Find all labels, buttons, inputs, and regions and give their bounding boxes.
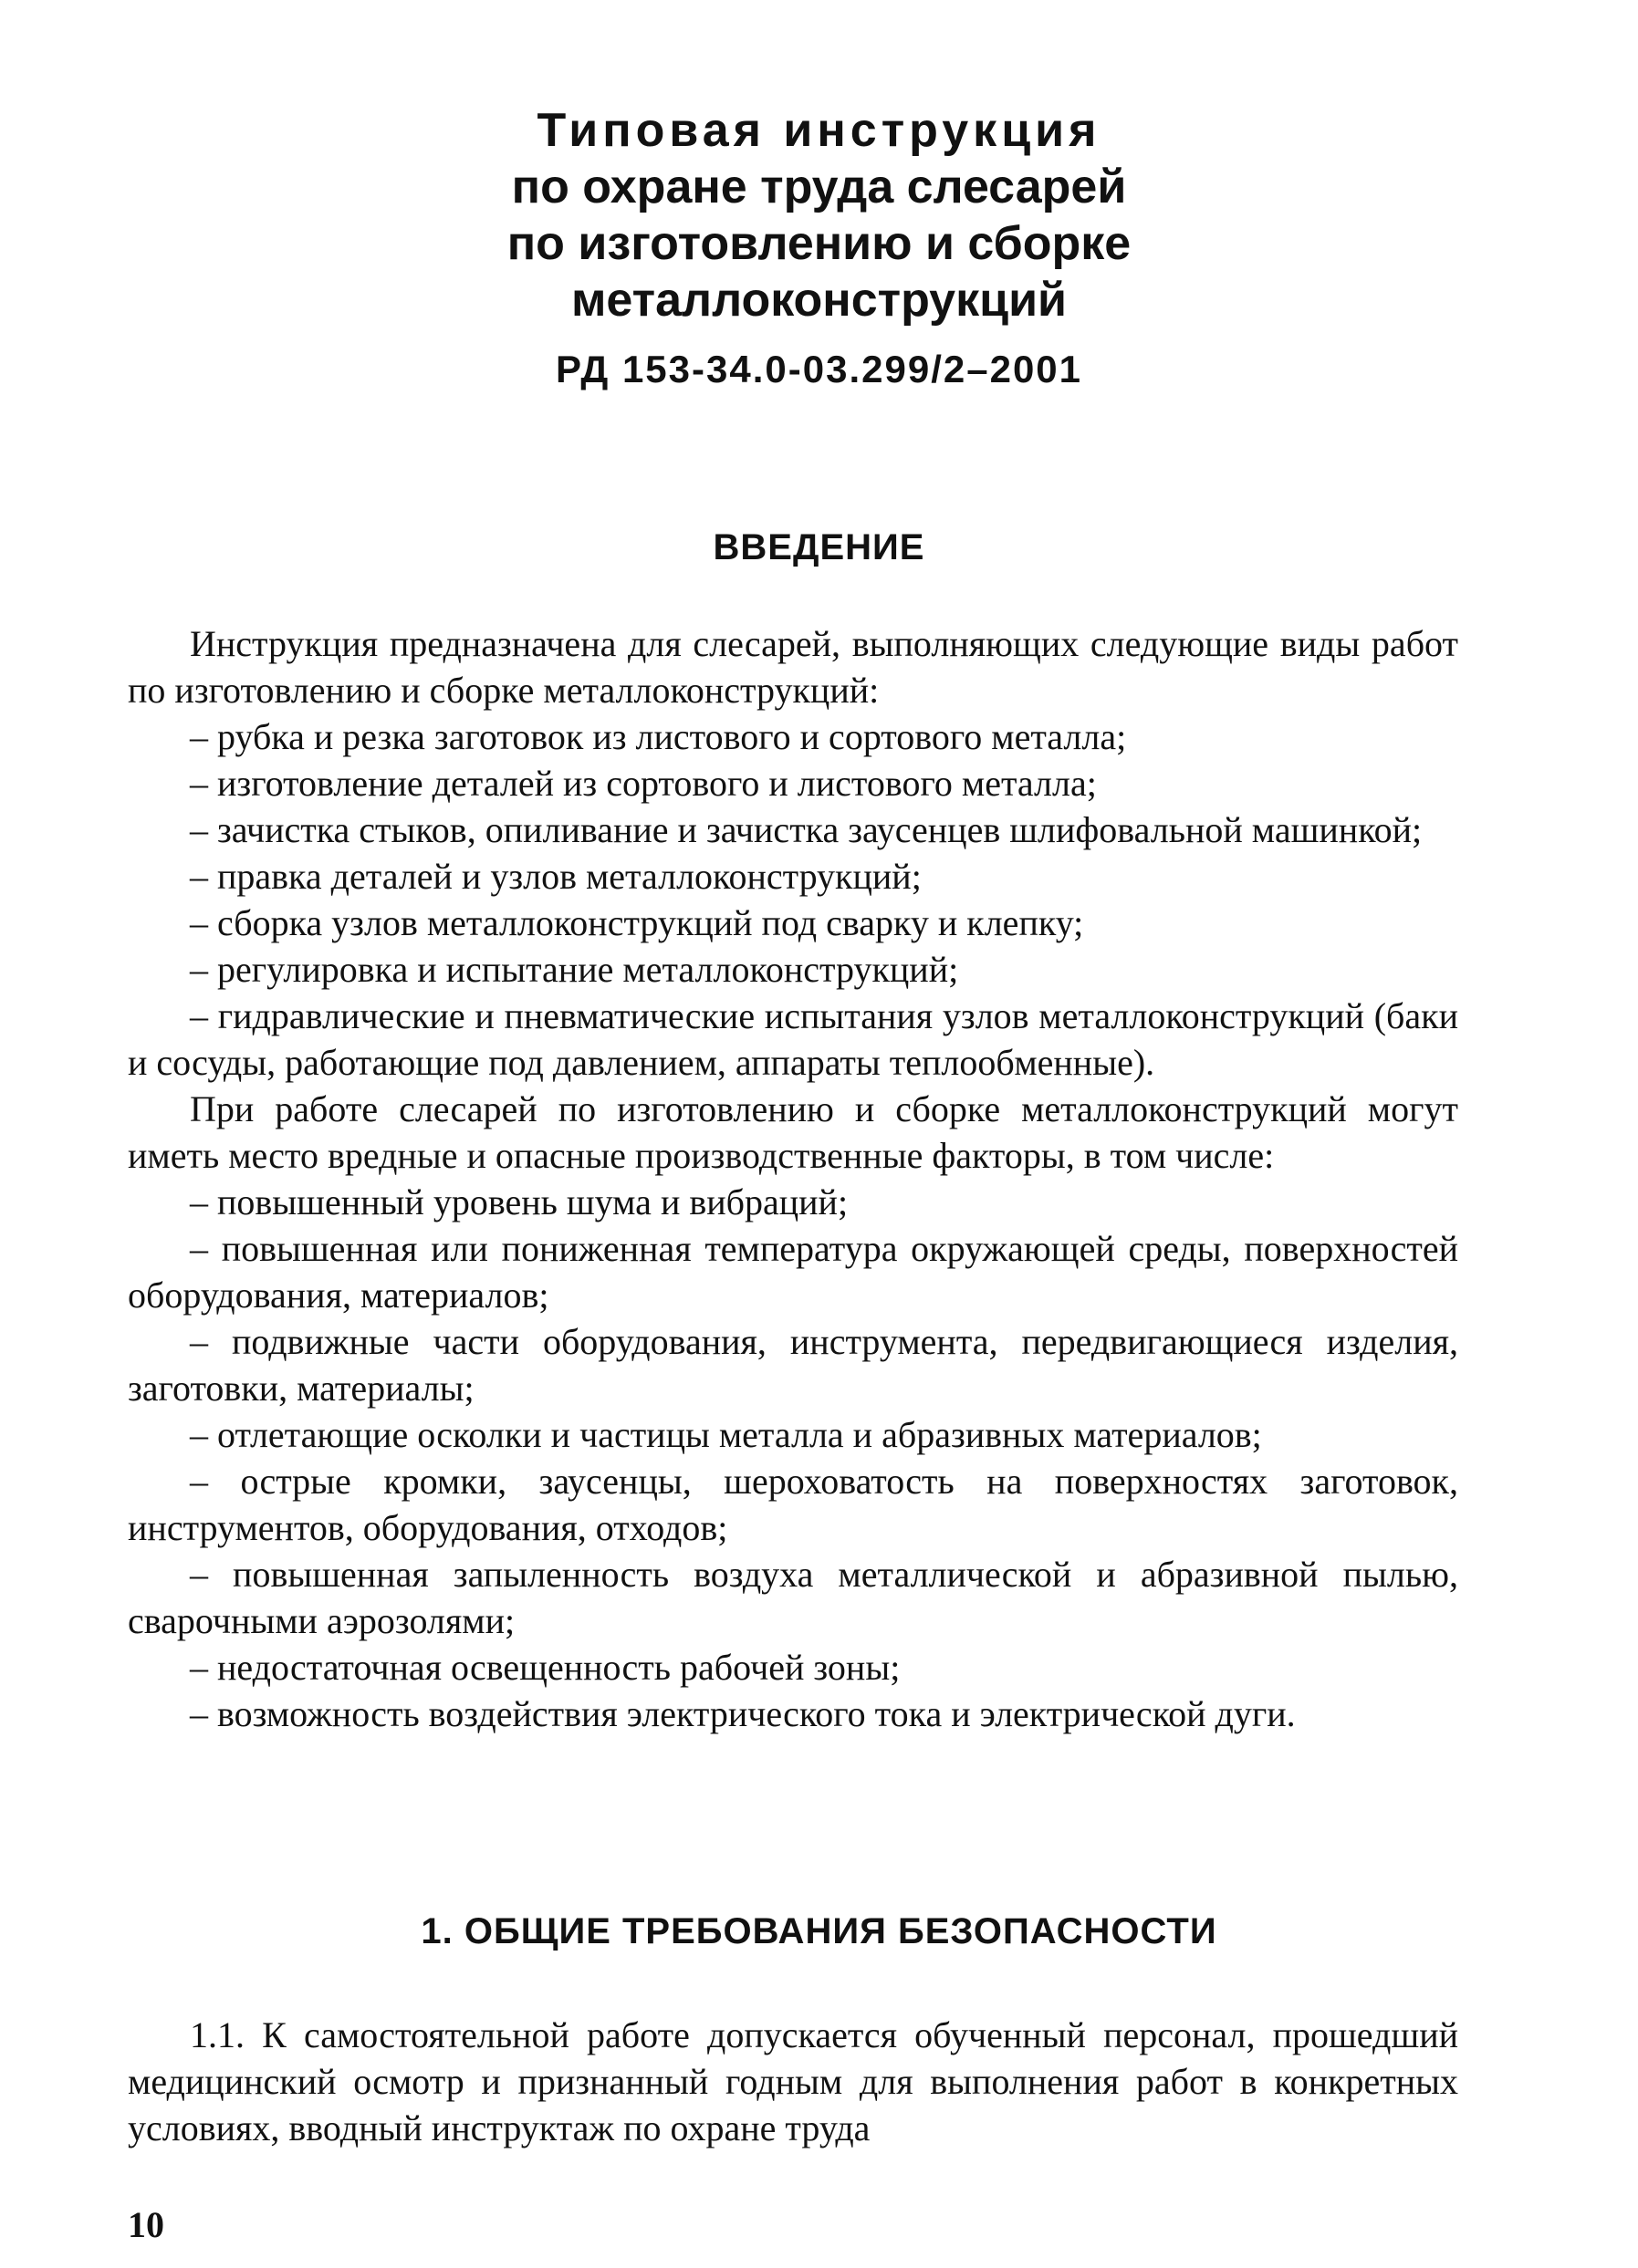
page-number: 10 [128, 2204, 164, 2245]
intro-paragraph: Инструкция предназначена для слесарей, выполняющих следующие виды работ по изготовлению и сборке металлоконструкций: [128, 623, 1458, 711]
hazards-paragraph: При работе слесарей по изготовлению и сборке металлоконструкций могут иметь место вредные и опасные производственные факторы, в том числе: [128, 1088, 1458, 1176]
hazard-item: – повышенная или пониженная температура окружающей среды, поверхностей оборудования, материалов; [128, 1228, 1458, 1316]
hazard-item: – подвижные части оборудования, инструмента, передвигающиеся изделия, заготовки, материалы; [128, 1321, 1458, 1409]
title-line-3: по изготовлению и сборке [506, 217, 1132, 270]
title-line-2: по охране труда слесарей [511, 161, 1127, 213]
hazard-item: – повышенная запыленность воздуха металлической и абразивной пылью, сварочными аэрозолями; [128, 1554, 1458, 1641]
work-item: – зачистка стыков, опиливание и зачистка заусенцев шлифовальной машинкой; [190, 809, 1423, 850]
hazard-item: – отлетающие осколки и частицы металла и абразивных материалов; [190, 1414, 1262, 1455]
section-1-heading: 1. ОБЩИЕ ТРЕБОВАНИЯ БЕЗОПАСНОСТИ [421, 1911, 1217, 1951]
work-item: – правка деталей и узлов металлоконструкций; [190, 856, 922, 897]
clause-1-1: 1.1. К самостоятельной работе допускается обученный персонал, прошедший медицинский осмотр и признанный годным для выполнения работ в конкретных условиях, вводный инструктаж по охране труда [128, 2014, 1458, 2148]
work-item: – гидравлические и пневматические испытания узлов металлоконструкций (баки и сосуды, работающие под давлением, аппараты теплообменные). [128, 995, 1458, 1083]
title-line-1: Типовая инструкция [537, 104, 1101, 157]
work-item: – регулировка и испытание металлоконструкций; [190, 949, 959, 990]
document-title [0, 102, 1638, 392]
hazard-item: – острые кромки, заусенцы, шероховатость на поверхностях заготовок, инструментов, оборудования, отходов; [128, 1461, 1458, 1548]
work-item: – изготовление деталей из сортового и листового металла; [190, 763, 1097, 804]
document-code: РД 153-34.0-03.299/2–2001 [555, 348, 1083, 390]
intro-heading: ВВЕДЕНИЕ [713, 527, 925, 567]
title-line-4: металлоконструкций [570, 274, 1068, 327]
hazard-item: – возможность воздействия электрического тока и электрической дуги. [190, 1693, 1296, 1734]
work-item: – сборка узлов металлоконструкций под сварку и клепку; [190, 902, 1084, 943]
intro-body [128, 620, 1458, 1737]
work-item: – рубка и резка заготовок из листового и сортового металла; [190, 716, 1127, 757]
section-1-body [128, 2012, 1458, 2151]
hazard-item: – недостаточная освещенность рабочей зоны; [190, 1647, 901, 1688]
hazard-item: – повышенный уровень шума и вибраций; [190, 1181, 849, 1222]
